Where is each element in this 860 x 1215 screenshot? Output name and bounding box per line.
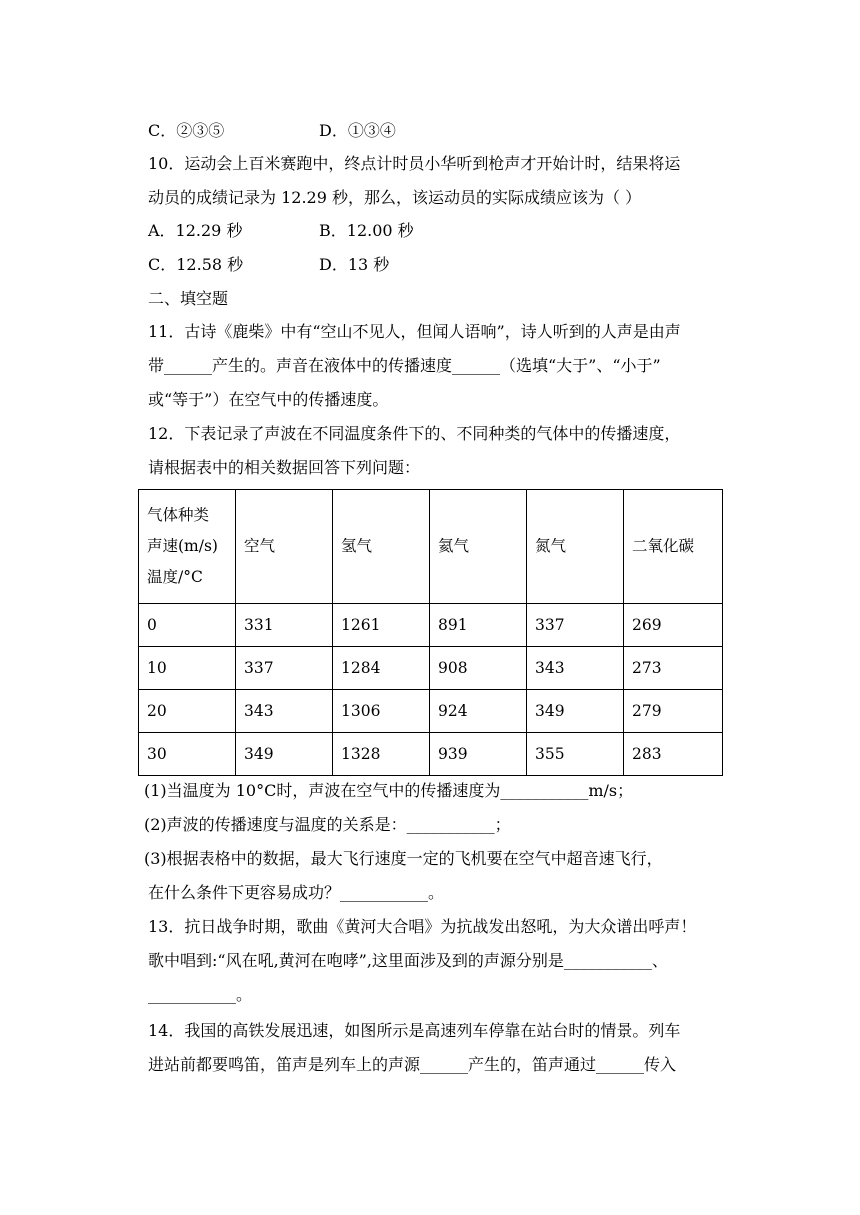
column-header: 氮气: [527, 490, 624, 604]
sub-question-2: (2)声波的传播速度与温度的关系是：___________；: [144, 815, 511, 834]
corner-temperature: 温度/°C: [147, 568, 203, 586]
table-cell: 891: [430, 604, 527, 647]
question-text: 或“等于”）在空气中的传播速度。: [148, 390, 389, 409]
table-cell: 349: [236, 733, 333, 776]
table-cell: 20: [139, 690, 236, 733]
table-corner-cell: [139, 490, 236, 604]
column-header: 氦气: [430, 490, 527, 604]
sub-question-3: (3)根据表格中的数据，最大飞行速度一定的飞机要在空气中超音速飞行，: [144, 849, 663, 868]
question-text: 14．我国的高铁发展迅速，如图所示是高速列车停靠在站台时的情景。列车: [148, 1021, 681, 1040]
sub-question-3: 在什么条件下更容易成功？___________。: [148, 883, 445, 902]
table-cell: 343: [527, 647, 624, 690]
table-cell: 343: [236, 690, 333, 733]
table-cell: 337: [236, 647, 333, 690]
question-text: 歌中唱到:“风在吼,黄河在咆哮”,这里面涉及到的声源分别是___________、: [148, 951, 668, 970]
table-cell: 1328: [333, 733, 430, 776]
table-cell: 939: [430, 733, 527, 776]
sub-question-1: (1)当温度为 10°C时，声波在空气中的传播速度为___________m/s；: [144, 781, 634, 800]
question-text: ___________。: [148, 985, 253, 1004]
column-header: 氢气: [333, 490, 430, 604]
option-d: D．13 秒: [319, 255, 390, 274]
table-row: [139, 690, 723, 733]
table-cell: 349: [527, 690, 624, 733]
table-cell: 30: [139, 733, 236, 776]
column-header: 二氧化碳: [624, 490, 723, 604]
option-c: C．②③⑤: [148, 121, 225, 140]
question-text: 带______产生的。声音在液体中的传播速度______（选填“大于”、“小于”: [148, 356, 661, 375]
table-cell: 269: [624, 604, 723, 647]
option-c: C．12.58 秒: [148, 255, 244, 274]
table-row: [139, 604, 723, 647]
table-cell: 0: [139, 604, 236, 647]
option-d: D．①③④: [319, 121, 396, 140]
question-text: 进站前都要鸣笛，笛声是列车上的声源______产生的，笛声通过______传入: [148, 1055, 677, 1074]
question-text: 13．抗日战争时期，歌曲《黄河大合唱》为抗战发出怒吼，为大众谱出呼声！: [148, 917, 697, 936]
table-cell: 1284: [333, 647, 430, 690]
corner-gas-type: 气体种类: [147, 506, 210, 524]
question-text: 10．运动会上百米赛跑中，终点计时员小华听到枪声才开始计时，结果将运: [148, 154, 681, 173]
option-a: A．12.29 秒: [148, 221, 243, 240]
corner-speed: 声速(m/s): [147, 537, 218, 555]
section-title: 二、填空题: [148, 289, 229, 308]
table-cell: 10: [139, 647, 236, 690]
question-text: 请根据表中的相关数据回答下列问题：: [148, 458, 421, 477]
table-cell: 1261: [333, 604, 430, 647]
table-cell: 279: [624, 690, 723, 733]
table-row: [139, 733, 723, 776]
table-cell: 1306: [333, 690, 430, 733]
sound-speed-table: [138, 489, 723, 776]
table-cell: 331: [236, 604, 333, 647]
table-cell: 924: [430, 690, 527, 733]
table-cell: 273: [624, 647, 723, 690]
question-text: 11．古诗《鹿柴》中有“空山不见人，但闻人语响”，诗人听到的人声是由声: [148, 322, 681, 341]
column-header: 空气: [236, 490, 333, 604]
table-cell: 355: [527, 733, 624, 776]
option-b: B．12.00 秒: [319, 221, 414, 240]
table-cell: 283: [624, 733, 723, 776]
table-cell: 908: [430, 647, 527, 690]
question-text: 12．下表记录了声波在不同温度条件下的、不同种类的气体中的传播速度，: [148, 424, 681, 443]
table-cell: 337: [527, 604, 624, 647]
table-header-row: [139, 490, 723, 604]
table-row: [139, 647, 723, 690]
question-text: 动员的成绩记录为 12.29 秒，那么，该运动员的实际成绩应该为（ ）: [148, 188, 642, 207]
